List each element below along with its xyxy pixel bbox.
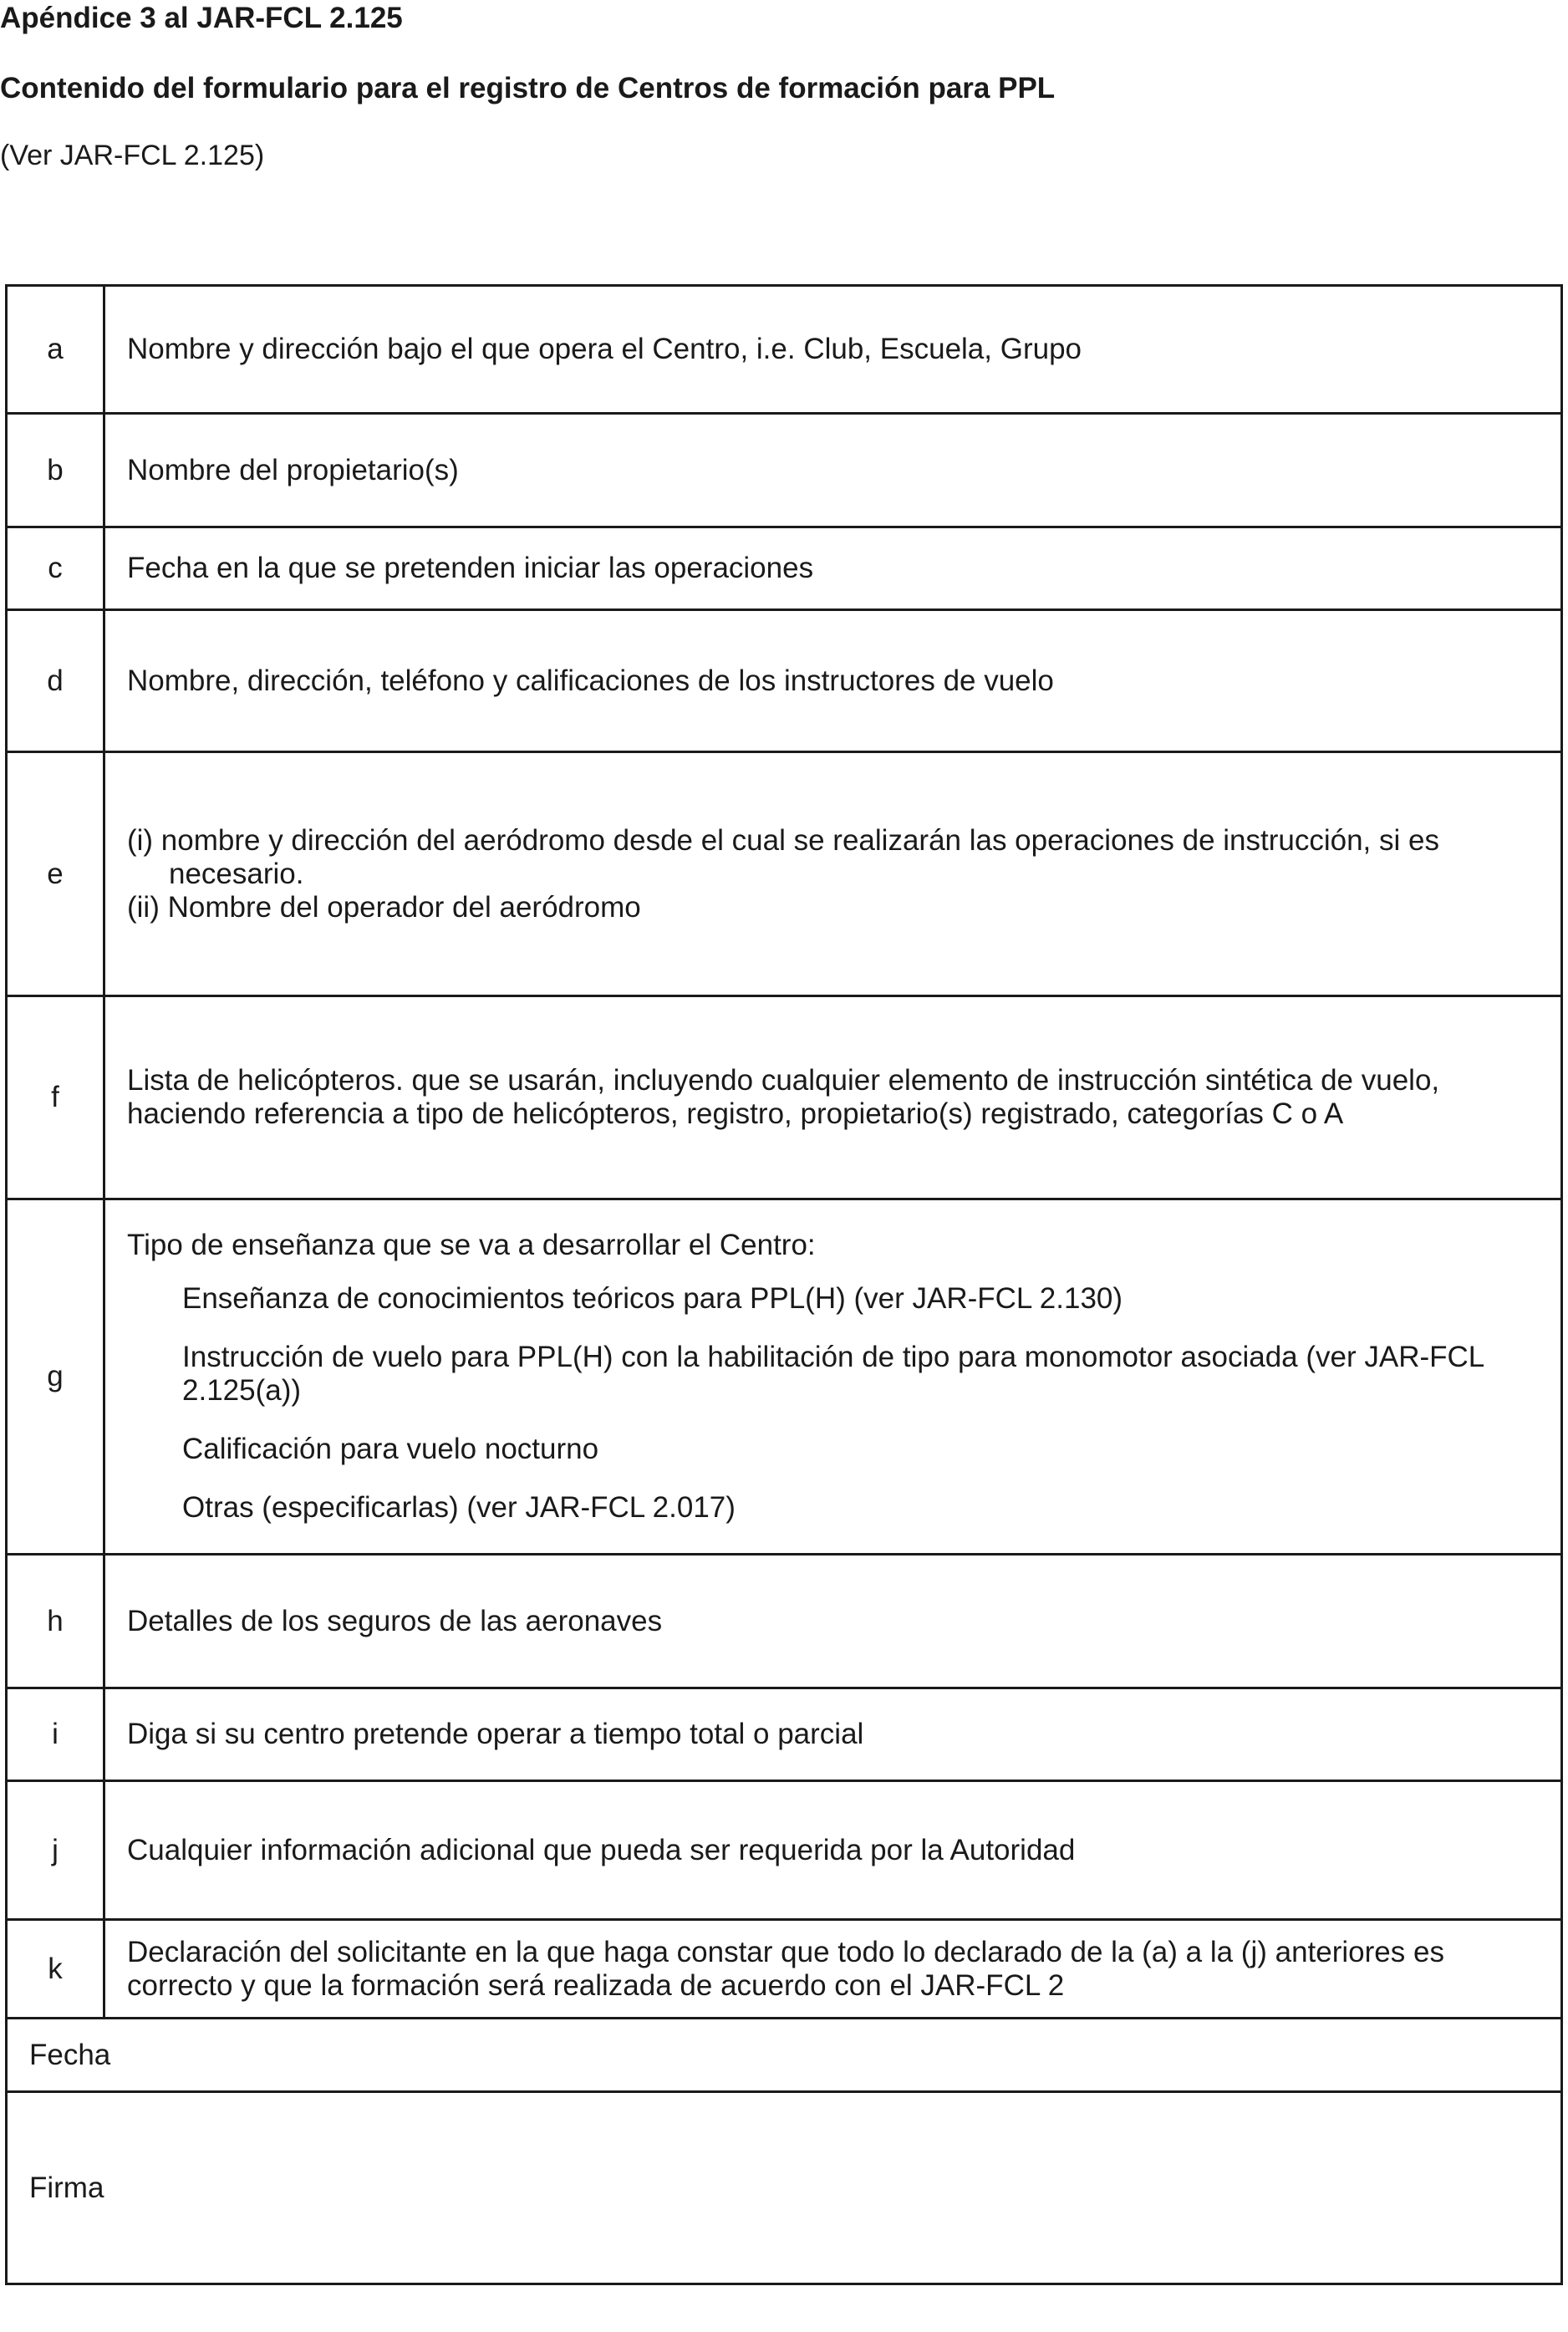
date-label: Fecha — [29, 2038, 111, 2071]
row-text: Nombre y dirección bajo el que opera el Centro, i.e. Club, Escuela, Grupo — [127, 333, 1082, 365]
form-row-c — [7, 527, 1562, 610]
row-sub-item: (i) nombre y dirección del aeródromo desde el cual se realizarán las operaciones de instrucción, si es necesario. — [127, 823, 1439, 890]
row-letter: g — [7, 1199, 104, 1555]
row-content — [104, 752, 1562, 996]
row-text: Fecha en la que se pretenden iniciar las operaciones — [127, 552, 814, 584]
training-option: Calificación para vuelo nocturno — [182, 1433, 599, 1465]
appendix-title: Apéndice 3 al JAR-FCL 2.125 — [0, 2, 403, 34]
reference-note: (Ver JAR-FCL 2.125) — [0, 140, 265, 171]
signature-field[interactable] — [7, 2092, 1562, 2284]
form-row-i — [7, 1688, 1562, 1781]
training-option: Instrucción de vuelo para PPL(H) con la habilitación de tipo para monomotor asociada (ver JAR-FCL 2.125(a)) — [182, 1341, 1484, 1407]
row-content — [104, 1920, 1562, 2019]
date-field[interactable] — [7, 2019, 1562, 2092]
date-row — [7, 2019, 1562, 2092]
row-letter: d — [7, 610, 104, 752]
row-content — [104, 527, 1562, 610]
row-letter: h — [7, 1555, 104, 1688]
signature-label: Firma — [29, 2171, 104, 2204]
row-text: Cualquier información adicional que pueda ser requerida por la Autoridad — [127, 1833, 1076, 1866]
row-letter: f — [7, 996, 104, 1199]
row-letter: b — [7, 414, 104, 527]
form-row-a — [7, 286, 1562, 414]
row-text: Diga si su centro pretende operar a tiempo total o parcial — [127, 1718, 864, 1750]
row-letter: k — [7, 1920, 104, 2019]
form-row-f — [7, 996, 1562, 1199]
row-content — [104, 1781, 1562, 1920]
row-letter: i — [7, 1688, 104, 1781]
row-letter: a — [7, 286, 104, 414]
row-content — [104, 610, 1562, 752]
form-row-d — [7, 610, 1562, 752]
row-content — [104, 1555, 1562, 1688]
form-row-b — [7, 414, 1562, 527]
training-type-intro: Tipo de enseñanza que se va a desarrollar el Centro: — [127, 1229, 816, 1261]
row-text: Declaración del solicitante en la que haga constar que todo lo declarado de la (a) a la (j) anteriores es correcto y que la formación será realizada de acuerdo con el JAR-FCL 2 — [127, 1935, 1444, 2002]
training-option: Enseñanza de conocimientos teóricos para PPL(H) (ver JAR-FCL 2.130) — [182, 1282, 1123, 1315]
row-sub-item: (ii) Nombre del operador del aeródromo — [127, 890, 641, 924]
signature-row — [7, 2092, 1562, 2284]
row-content — [104, 414, 1562, 527]
row-letter: e — [7, 752, 104, 996]
row-content — [104, 1688, 1562, 1781]
registration-form-table — [5, 284, 1563, 2285]
form-row-k — [7, 1920, 1562, 2019]
form-row-h — [7, 1555, 1562, 1688]
row-text: Nombre del propietario(s) — [127, 453, 459, 486]
row-content — [104, 1199, 1562, 1555]
row-text: Lista de helicópteros. que se usarán, incluyendo cualquier elemento de instrucción sintética de vuelo, haciendo referencia a tipo de helicópteros, registro, propietario(s) registrado, categorías C o A — [127, 1064, 1440, 1130]
row-content — [104, 286, 1562, 414]
row-letter: c — [7, 527, 104, 610]
form-row-g — [7, 1199, 1562, 1555]
row-text: Nombre, dirección, teléfono y calificaciones de los instructores de vuelo — [127, 664, 1054, 697]
training-option: Otras (especificarlas) (ver JAR-FCL 2.017) — [182, 1491, 736, 1524]
row-content — [104, 996, 1562, 1199]
form-title: Contenido del formulario para el registro de Centros de formación para PPL — [0, 72, 1056, 104]
form-row-e — [7, 752, 1562, 996]
row-letter: j — [7, 1781, 104, 1920]
row-text: Detalles de los seguros de las aeronaves — [127, 1604, 663, 1637]
form-row-j — [7, 1781, 1562, 1920]
